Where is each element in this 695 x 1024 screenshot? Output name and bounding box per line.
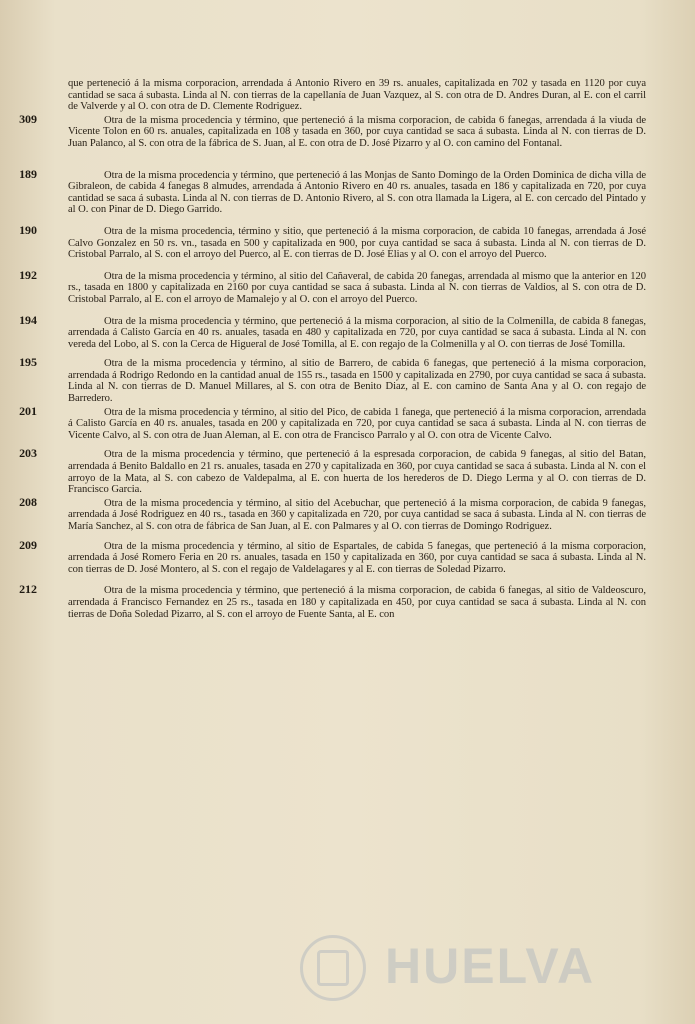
entry-number: 208 <box>19 494 37 509</box>
entry-text: Otra de la misma procedencia, término y sitio, que perteneció á la misma corporacion, de cabida 10 fanegas, arrendada á José Calvo Gonzalez en 50 rs. vn., tasada en 500 y capitalizada en 900, por cuya cantidad se saca á subasta. Linda al N. con tierras de D. Cristobal Parralo, al S. con el arroyo del Puerco, al E. con tierras de D. José Elias y al O. con el arroyo del Puerco. <box>68 225 646 261</box>
entry-number: 212 <box>19 582 37 597</box>
entry-number: 201 <box>19 403 37 418</box>
entry-paragraph <box>19 537 646 576</box>
entry-paragraph <box>19 222 646 261</box>
entry-paragraph <box>19 312 646 351</box>
archive-watermark <box>300 935 620 995</box>
entry-number: 209 <box>19 537 37 552</box>
entry-text: Otra de la misma procedencia y término, que perteneció á la espresada corporacion, de cabida 9 fanegas, al sitio del Batan, arrendada á Benito Baldallo en 21 rs. anuales, tasada en 270 y capitalizada en 360, por cuya cantidad se saca á subasta. Linda al N. con el arroyo de la Mata, al S. con cabezo de Valdepalma, al E. con huerta de los herederos de D. Diego Lerma y al O. con tierras de D. Francisco Garcia. <box>68 449 646 496</box>
entry-text: Otra de la misma procedencia y término, al sitio de Barrero, de cabida 6 fanegas, que perteneció á la misma corporacion, arrendada á Rodrigo Redondo en la cantidad anual de 155 rs., tasada en 1500 y capitalizada en 2790, por cuya cantidad se saca á subasta. Linda al N. con tierras de D. Manuel Millares, al S. con otra de Benito Diaz, al E. con camino de Santa Ana y al O. con regajo de Barredero. <box>68 358 646 405</box>
text-column <box>19 78 646 622</box>
entry-paragraph <box>19 494 646 533</box>
entry-text: que perteneció á la misma corporacion, arrendada á Antonio Rivero en 39 rs. anuales, capitalizada en 702 y tasada en 1120 por cuya cantidad se saca á subasta. Linda al N. con tierras de la capellanía de Juan Vazquez, al S. con otra de D. Andres Duran, al E. con el carril de Valverde y al O. con otra de D. Clemente Rodriguez. <box>68 78 646 113</box>
entry-number: 309 <box>19 111 37 126</box>
entry-number: 192 <box>19 267 37 282</box>
watermark-text: HUELVA <box>385 938 596 994</box>
entry-number: 203 <box>19 446 37 461</box>
entry-paragraph <box>19 267 646 306</box>
entry-text: Otra de la misma procedencia y término, al sitio del Pico, de cabida 1 fanega, que perteneció á la misma corporacion, arrendada á Calisto García en 40 rs. anuales, tasada en 200 y capitalizada en 720, por cuya cantidad se saca á subasta. Linda al N. con tierras de Vicente Calvo, al S. con otra de Juan Aleman, al E. con otra de Francisco Parralo y al O. con otra de Vicente Calvo. <box>68 406 646 441</box>
entry-paragraph <box>19 446 646 496</box>
entry-number: 189 <box>19 166 37 181</box>
entry-paragraph <box>19 403 646 442</box>
entry-text: Otra de la misma procedencia y término, que perteneció á la misma corporacion, al sitio de la Colmenilla, de cabida 8 fanegas, arrendada á Calisto García en 40 rs. anuales, tasada en 480 y capitalizada en 720, por cuya cantidad se saca á subasta. Linda al N. con vereda del Lobo, al S. con la Cerca de Higueral de José Tomilla, al E. con regajo de la Colmenilla y al O. con tierras de José Tomilla. <box>68 315 646 350</box>
entry-number: 190 <box>19 222 37 237</box>
entry-text: Otra de la misma procedencia y término, que perteneció á la misma corporacion, de cabida 6 fanegas, al sitio de Valdeoscuro, arrendada á Francisco Fernandez en 25 rs., tasada en 180 y capitalizada en 450, por cuya cantidad se saca á subasta. Linda al N. con tierras de Doña Soledad Pizarro, al S. con el arroyo de Fuente Santa, al E. con <box>68 585 646 620</box>
entry-text: Otra de la misma procedencia y término, al sitio del Acebuchar, que perteneció á la misma corporacion, de cabida 9 fanegas, arrendada á José Rodriguez en 40 rs., tasada en 360 y capitalizada en 720, por cuya cantidad se saca á subasta. Linda al N. con tierras de María Sanchez, al S. con otra de fábrica de San Juan, al E. con Palmares y al O. con tierras de Domingo Rodriguez. <box>68 497 646 532</box>
entry-text: Otra de la misma procedencia y término, al sitio del Cañaveral, de cabida 20 fanegas, arrendada al mismo que la anterior en 120 rs., tasada en 1800 y capitalizada en 2160 por cuya cantidad se saca á subasta. Linda al N. con tierras de Valdios, al S. con otra de D. Cristobal Parralo, al E. con el arroyo de Mamalejo y al O. con el arroyo del Puerco. <box>68 270 646 305</box>
entry-paragraph <box>19 111 646 150</box>
entry-text: Otra de la misma procedencia y término, que perteneció á la misma corporacion, de cabida 6 fanegas, arrendada á la viuda de Vicente Tolon en 60 rs. anuales, capitalizada en 108 y tasada en 360, por cuya cantidad se saca á subasta. Linda al N. con tierras de D. Juan Palanco, al S. con otra de la fábrica de S. Juan, al E. con otra de D. José Pizarro y al O. con camino del Fontanal. <box>68 114 646 149</box>
seal-icon <box>300 935 366 1001</box>
entry-number: 194 <box>19 312 37 327</box>
entry-paragraph <box>19 355 646 405</box>
entry-text: Otra de la misma procedencia y término, que perteneció á las Monjas de Santo Domingo de la Orden Dominica de dicha villa de Gibraleon, de cabida 4 fanegas 8 almudes, arrendada á Antonio Rivero en 40 rs. anuales, tasada en 186 y capitalizada en 720, por cuya cantidad se saca á subasta. Linda al N. con tierras de D. Antonio Rivero, al S. con otra llamada la Ligera, al E. con cercado del Pintado y al O. con Pinar de D. Diego Garrido. <box>68 169 646 216</box>
entry-paragraph <box>68 78 646 113</box>
entry-paragraph <box>19 582 646 620</box>
entry-number: 195 <box>19 355 37 370</box>
entry-text: Otra de la misma procedencia y término, al sitio de Espartales, de cabida 5 fanegas, que perteneció á la misma corporacion, arrendada á José Romero Feria en 20 rs. anuales, tasada en 150 y capitalizada en 360, por cuya cantidad se saca á subasta. Linda al N. con tierras de D. José Montero, al S. con el regajo de Valdelagares y al E. con tierras de Soledad Pizarro. <box>68 540 646 575</box>
entry-paragraph <box>19 166 646 216</box>
